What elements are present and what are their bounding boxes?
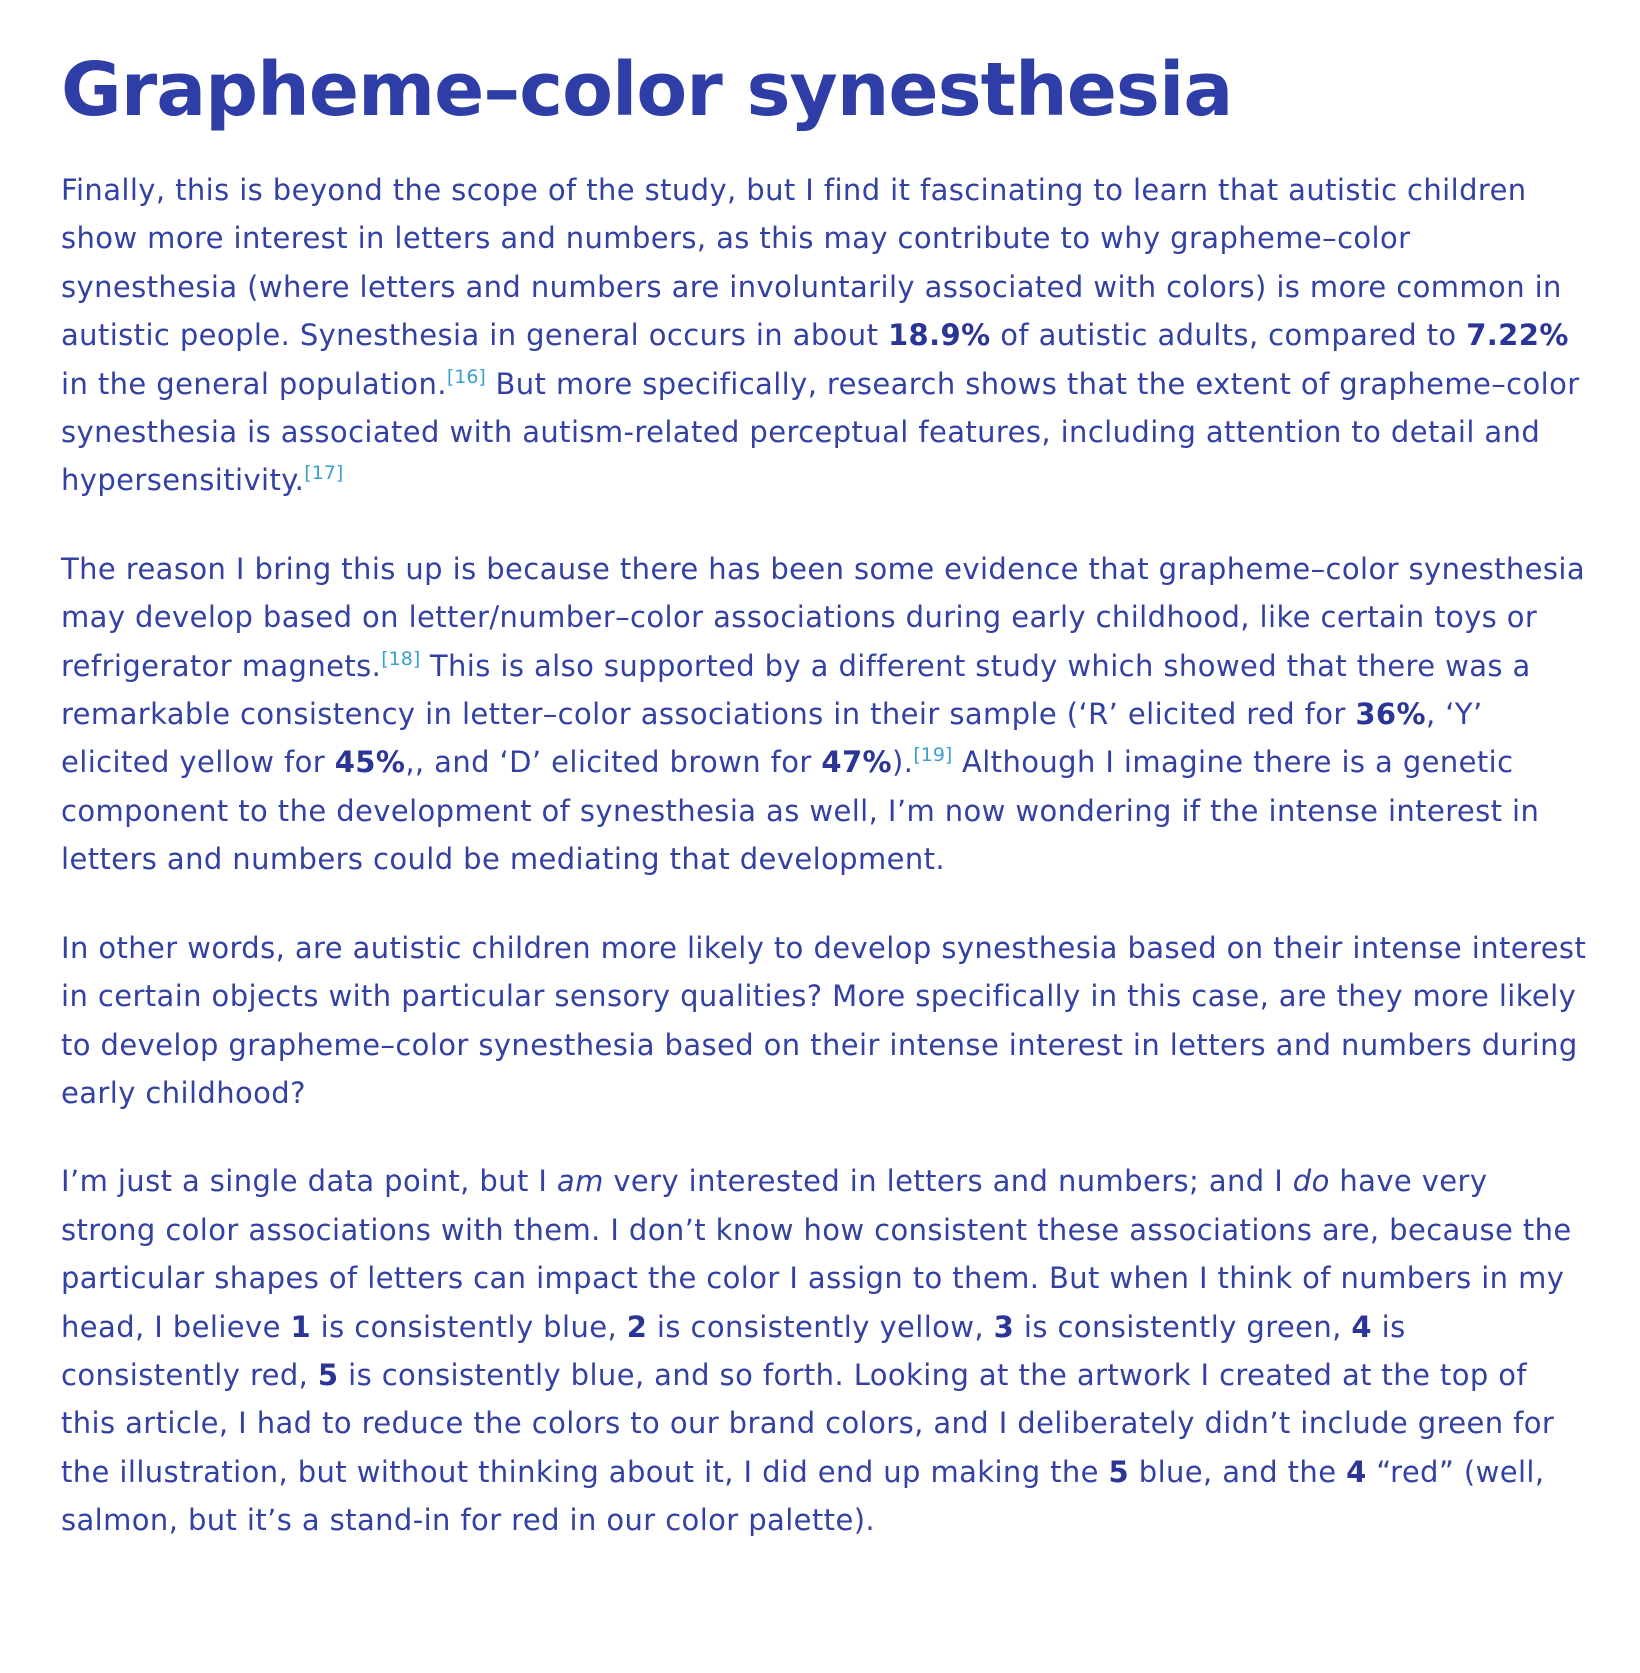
number-3: 3 <box>993 1309 1015 1344</box>
text: very interested in letters and numbers; and I <box>603 1164 1293 1199</box>
number-5: 5 <box>317 1357 339 1392</box>
paragraph-1 <box>61 166 1588 505</box>
text: is consistently green, <box>1014 1309 1352 1344</box>
paragraph-3 <box>61 924 1588 1118</box>
number-4: 4 <box>1351 1309 1372 1344</box>
text: I’m just a single data point, but I <box>61 1164 557 1199</box>
text: have very strong color associations with them. I don’t know how consistent these associations are, because the particular shapes of letters can impact the color I assign to them. But when I think of numbers in my head, I believe <box>61 1164 1572 1344</box>
number-1: 1 <box>290 1309 312 1344</box>
emphasis-am: am <box>556 1164 604 1199</box>
text: is consistently blue, <box>311 1309 627 1344</box>
paragraph-2 <box>61 545 1588 884</box>
stat-r-red: 36% <box>1355 697 1426 732</box>
emphasis-do: do <box>1292 1164 1330 1199</box>
text: ). <box>892 745 914 780</box>
citation-17-link[interactable]: [17] <box>304 462 344 485</box>
text: is consistently yellow, <box>647 1309 994 1344</box>
citation-19-link[interactable]: [19] <box>913 744 953 767</box>
citation-16-link[interactable]: [16] <box>446 365 486 388</box>
text: of autistic adults, compared to <box>990 318 1467 353</box>
text: But more specifically, research shows that the extent of grapheme–color synesthesia is associated with autism-related perceptual features, including attention to detail and hypersensitivity. <box>61 366 1580 498</box>
text: ,, and ‘D’ elicited brown for <box>405 745 822 780</box>
text: “red” (well, salmon, but it’s a stand-in for red in our color palette). <box>61 1454 1545 1538</box>
stat-d-brown: 47% <box>821 745 892 780</box>
text: In other words, are autistic children more likely to develop synesthesia based on their intense interest in certain objects with particular sensory qualities? More specifically in this case, are they more likely to develop grapheme–color synesthesia based on their intense interest in letters and numbers during early childhood? <box>61 930 1587 1110</box>
citation-18-link[interactable]: [18] <box>381 647 421 670</box>
text: This is also supported by a different study which showed that there was a remarkable consistency in letter–color associations in their sample (‘R’ elicited red for <box>61 648 1531 732</box>
text: Although I imagine there is a genetic component to the development of synesthesia as well, I’m now wondering if the intense interest in letters and numbers could be mediating that development. <box>61 745 1540 877</box>
stat-y-yellow: 45% <box>334 745 406 780</box>
text: in the general population. <box>61 366 447 401</box>
text: The reason I bring this up is because there has been some evidence that grapheme–color synesthesia may develop based on letter/number–color associations during early childhood, like certain toys or refrigerator magnets. <box>61 551 1586 683</box>
number-5-artwork: 5 <box>1108 1454 1130 1489</box>
text: , ‘Y’ elicited yellow for <box>61 697 1483 780</box>
number-2: 2 <box>626 1309 648 1344</box>
paragraph-4 <box>61 1157 1588 1544</box>
stat-synesthesia-autistic: 18.9% <box>887 318 991 353</box>
section-heading: Grapheme–color synesthesia <box>61 47 1233 133</box>
number-4-artwork: 4 <box>1346 1454 1367 1489</box>
text: is consistently blue, and so forth. Looking at the artwork I created at the top of this article, I had to reduce the colors to our brand colors, and I deliberately didn’t include green for the illustration, but without thinking about it, I did end up making the <box>61 1357 1555 1489</box>
text: Finally, this is beyond the scope of the study, but I find it fascinating to learn that autistic children show more interest in letters and numbers, as this may contribute to why grapheme–color synesthesia (where letters and numbers are involuntarily associated with colors) is more common in autistic people. Synesthesia in general occurs in about <box>61 173 1562 353</box>
text: blue, and the <box>1129 1454 1347 1489</box>
stat-synesthesia-general: 7.22% <box>1466 318 1569 353</box>
text: is consistently red, <box>61 1309 1406 1392</box>
